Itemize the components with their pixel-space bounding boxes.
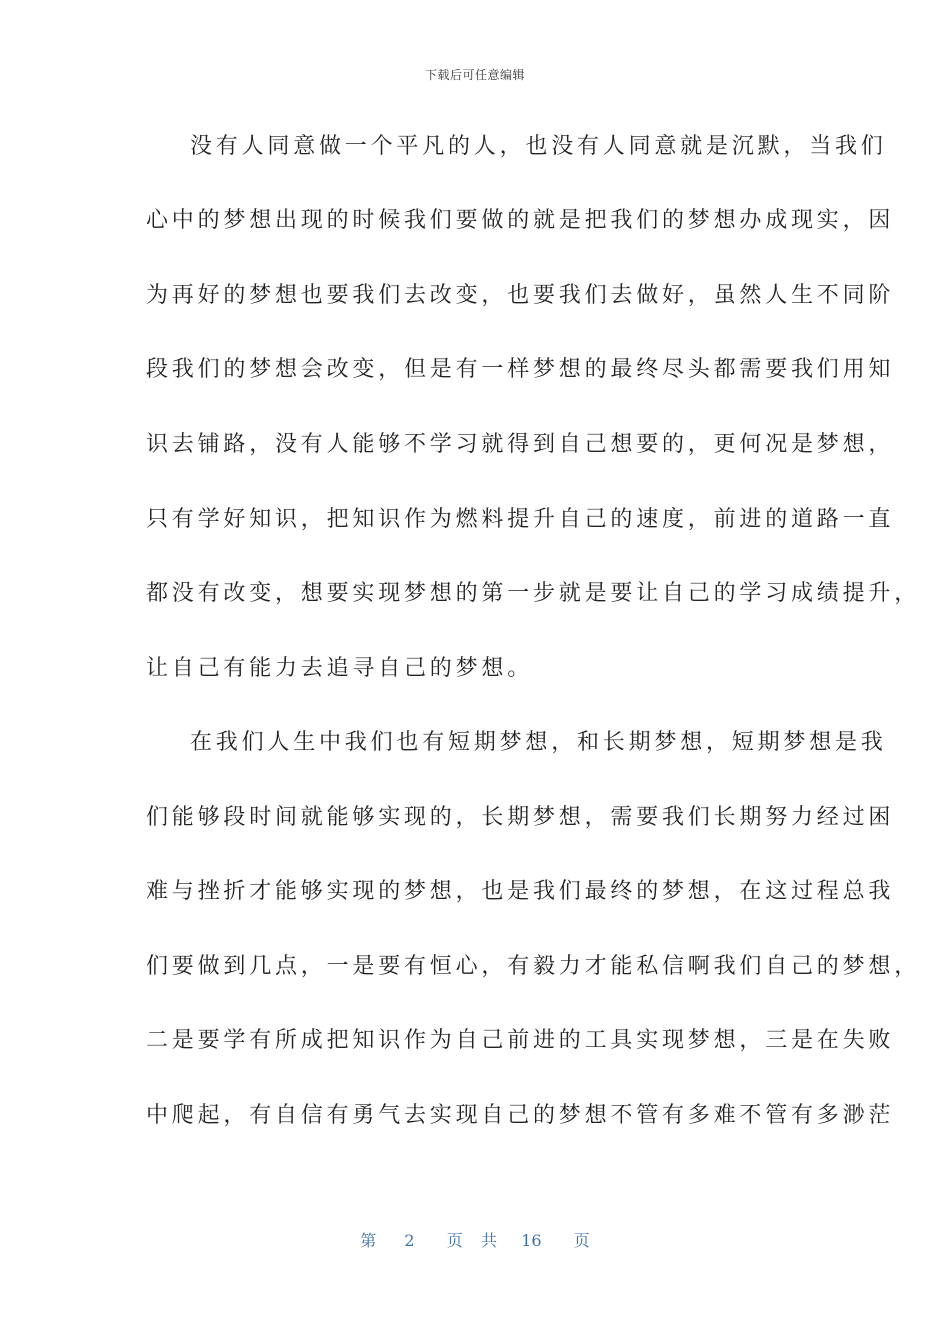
paragraph-2-line-5: 二是要学有所成把知识作为自己前进的工具实现梦想，三是在失败 bbox=[146, 1028, 895, 1053]
paragraph-2-line-3: 难与挫折才能够实现的梦想，也是我们最终的梦想，在这过程总我 bbox=[146, 879, 895, 904]
paragraph-2-line-1: 在我们人生中我们也有短期梦想，和长期梦想，短期梦想是我 bbox=[190, 730, 887, 755]
footer-page-label: 第 bbox=[360, 1231, 377, 1250]
paragraph-1-line-5: 识去铺路，没有人能够不学习就得到自己想要的，更何况是梦想， bbox=[146, 432, 895, 457]
paragraph-1-line-2: 心中的梦想出现的时候我们要做的就是把我们的梦想办成现实，因 bbox=[146, 208, 895, 233]
footer-total-suffix: 页 bbox=[573, 1231, 590, 1250]
footer-page-suffix: 页 bbox=[446, 1231, 463, 1250]
paragraph-1-line-8: 让自己有能力去追寻自己的梦想。 bbox=[146, 656, 534, 681]
paragraph-2-line-4: 们要做到几点，一是要有恒心，有毅力才能私信啊我们自己的梦想， bbox=[146, 954, 921, 979]
footer-total-label: 共 bbox=[481, 1231, 498, 1250]
paragraph-1-line-1: 没有人同意做一个平凡的人，也没有人同意就是沉默，当我们 bbox=[190, 134, 887, 159]
paragraph-1-line-3: 为再好的梦想也要我们去改变，也要我们去做好，虽然人生不同阶 bbox=[146, 283, 895, 308]
paragraph-1-line-6: 只有学好知识，把知识作为燃料提升自己的速度，前进的道路一直 bbox=[146, 507, 895, 532]
footer-total-pages: 16 bbox=[521, 1231, 542, 1250]
footer-page-number: 2 bbox=[404, 1231, 415, 1250]
paragraph-1-line-4: 段我们的梦想会改变，但是有一样梦想的最终尽头都需要我们用知 bbox=[146, 357, 895, 382]
paragraph-2-line-2: 们能够段时间就能够实现的，长期梦想，需要我们长期努力经过困 bbox=[146, 805, 895, 830]
page-header: 下载后可任意编辑 bbox=[424, 68, 525, 82]
paragraph-2-line-6: 中爬起，有自信有勇气去实现自己的梦想不管有多难不管有多渺茫 bbox=[146, 1103, 895, 1128]
page-footer bbox=[0, 1228, 950, 1251]
paragraph-1-line-7: 都没有改变，想要实现梦想的第一步就是要让自己的学习成绩提升， bbox=[146, 581, 921, 606]
